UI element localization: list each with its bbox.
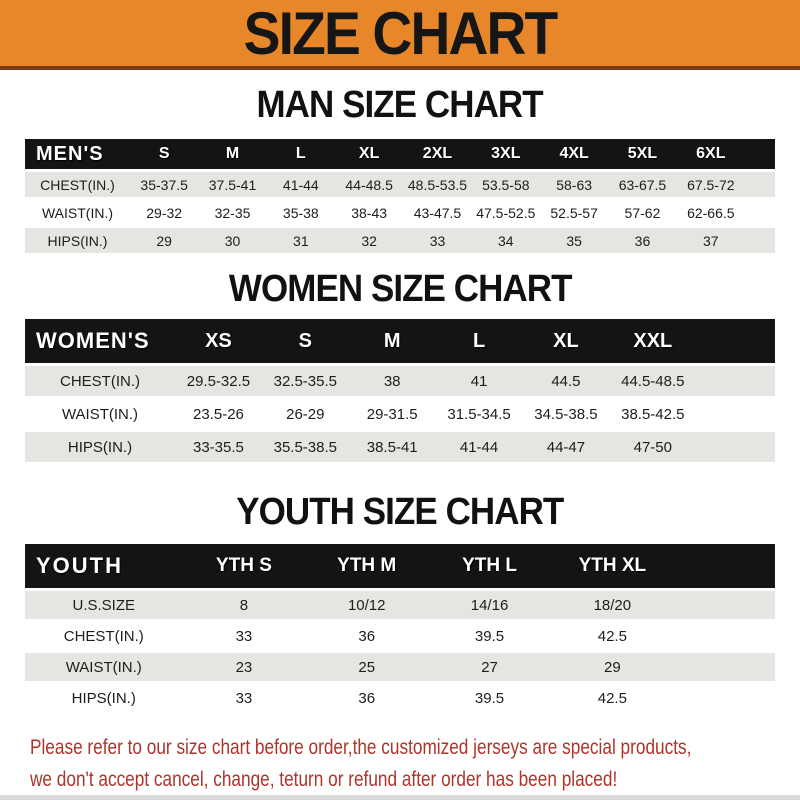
value-cell: 29 — [551, 653, 674, 681]
bottom-strip — [0, 795, 800, 800]
value-cell: 36 — [608, 228, 676, 253]
value-cell: 41 — [436, 366, 523, 396]
men-size-table — [25, 136, 775, 256]
table-title-cell: YOUTH — [25, 544, 183, 588]
measure-row — [25, 172, 775, 197]
size-header-cell: 6XL — [677, 139, 745, 169]
filler-cell — [674, 544, 775, 588]
value-cell: 62-66.5 — [677, 200, 745, 225]
value-cell: 33 — [183, 622, 306, 650]
filler-cell — [674, 684, 775, 712]
value-cell: 29 — [130, 228, 198, 253]
value-cell: 25 — [305, 653, 428, 681]
filler-cell — [745, 139, 775, 169]
size-header-cell: 5XL — [608, 139, 676, 169]
row-label-cell: WAIST(IN.) — [25, 653, 183, 681]
measure-row — [25, 653, 775, 681]
filler-cell — [696, 432, 775, 462]
footer-notice — [30, 732, 800, 796]
row-label-cell: HIPS(IN.) — [25, 228, 130, 253]
value-cell: 38.5-42.5 — [609, 399, 696, 429]
size-header-cell: S — [130, 139, 198, 169]
value-cell: 33-35.5 — [175, 432, 262, 462]
filler-cell — [674, 591, 775, 619]
size-header-cell: L — [436, 319, 523, 363]
value-cell: 27 — [428, 653, 551, 681]
value-cell: 29-31.5 — [349, 399, 436, 429]
size-header-cell: 4XL — [540, 139, 608, 169]
row-label-cell: WAIST(IN.) — [25, 399, 175, 429]
value-cell: 26-29 — [262, 399, 349, 429]
value-cell: 8 — [183, 591, 306, 619]
value-cell: 35-37.5 — [130, 172, 198, 197]
value-cell: 36 — [305, 684, 428, 712]
value-cell: 23.5-26 — [175, 399, 262, 429]
value-cell: 57-62 — [608, 200, 676, 225]
value-cell: 30 — [198, 228, 266, 253]
men-section-title — [0, 86, 800, 124]
size-header-cell: 2XL — [403, 139, 471, 169]
notice-line-1: Please refer to our size chart before order,the customized jerseys are special products, — [30, 736, 692, 759]
youth-size-table — [25, 541, 775, 715]
header-row — [25, 544, 775, 588]
row-label-cell: HIPS(IN.) — [25, 684, 183, 712]
women-section-title — [0, 270, 800, 308]
value-cell: 39.5 — [428, 684, 551, 712]
value-cell: 14/16 — [428, 591, 551, 619]
youth-section-title-text: YOUTH SIZE CHART — [236, 491, 564, 533]
measure-row — [25, 228, 775, 253]
size-header-cell: M — [349, 319, 436, 363]
value-cell: 34.5-38.5 — [523, 399, 610, 429]
value-cell: 63-67.5 — [608, 172, 676, 197]
value-cell: 39.5 — [428, 622, 551, 650]
measure-row — [25, 366, 775, 396]
row-label-cell: U.S.SIZE — [25, 591, 183, 619]
value-cell: 31 — [267, 228, 335, 253]
value-cell: 10/12 — [305, 591, 428, 619]
value-cell: 35-38 — [267, 200, 335, 225]
value-cell: 58-63 — [540, 172, 608, 197]
value-cell: 32 — [335, 228, 403, 253]
value-cell: 42.5 — [551, 684, 674, 712]
measure-row — [25, 432, 775, 462]
size-header-cell: YTH XL — [551, 544, 674, 588]
charts-area — [0, 86, 800, 715]
size-header-cell: YTH L — [428, 544, 551, 588]
row-label-cell: CHEST(IN.) — [25, 366, 175, 396]
header-row — [25, 319, 775, 363]
value-cell: 38-43 — [335, 200, 403, 225]
value-cell: 37.5-41 — [198, 172, 266, 197]
men-section-title-text: MAN SIZE CHART — [256, 84, 544, 126]
filler-cell — [674, 653, 775, 681]
value-cell: 35 — [540, 228, 608, 253]
value-cell: 44-48.5 — [335, 172, 403, 197]
value-cell: 41-44 — [436, 432, 523, 462]
value-cell: 44-47 — [523, 432, 610, 462]
filler-cell — [696, 319, 775, 363]
value-cell: 34 — [472, 228, 540, 253]
size-header-cell: 3XL — [472, 139, 540, 169]
value-cell: 23 — [183, 653, 306, 681]
size-header-cell: XL — [523, 319, 610, 363]
measure-row — [25, 684, 775, 712]
value-cell: 32.5-35.5 — [262, 366, 349, 396]
table-title-cell: WOMEN'S — [25, 319, 175, 363]
value-cell: 53.5-58 — [472, 172, 540, 197]
women-section-title-text: WOMEN SIZE CHART — [228, 268, 572, 310]
header-row — [25, 139, 775, 169]
row-label-cell: HIPS(IN.) — [25, 432, 175, 462]
size-header-cell: L — [267, 139, 335, 169]
value-cell: 47-50 — [609, 432, 696, 462]
row-label-cell: CHEST(IN.) — [25, 172, 130, 197]
value-cell: 29-32 — [130, 200, 198, 225]
size-header-cell: XL — [335, 139, 403, 169]
filler-cell — [745, 172, 775, 197]
value-cell: 33 — [183, 684, 306, 712]
banner — [0, 0, 800, 70]
value-cell: 33 — [403, 228, 471, 253]
filler-cell — [696, 399, 775, 429]
table-title-cell: MEN'S — [25, 139, 130, 169]
size-header-cell: XS — [175, 319, 262, 363]
page-title: SIZE CHART — [243, 0, 557, 67]
women-size-table — [25, 316, 775, 465]
value-cell: 38 — [349, 366, 436, 396]
value-cell: 37 — [677, 228, 745, 253]
value-cell: 31.5-34.5 — [436, 399, 523, 429]
filler-cell — [696, 366, 775, 396]
value-cell: 35.5-38.5 — [262, 432, 349, 462]
row-label-cell: WAIST(IN.) — [25, 200, 130, 225]
value-cell: 44.5-48.5 — [609, 366, 696, 396]
measure-row — [25, 591, 775, 619]
measure-row — [25, 622, 775, 650]
size-header-cell: XXL — [609, 319, 696, 363]
size-header-cell: YTH M — [305, 544, 428, 588]
row-label-cell: CHEST(IN.) — [25, 622, 183, 650]
value-cell: 29.5-32.5 — [175, 366, 262, 396]
measure-row — [25, 399, 775, 429]
value-cell: 48.5-53.5 — [403, 172, 471, 197]
value-cell: 32-35 — [198, 200, 266, 225]
value-cell: 38.5-41 — [349, 432, 436, 462]
value-cell: 18/20 — [551, 591, 674, 619]
men-section — [0, 86, 800, 256]
filler-cell — [745, 200, 775, 225]
value-cell: 67.5-72 — [677, 172, 745, 197]
value-cell: 47.5-52.5 — [472, 200, 540, 225]
size-header-cell: YTH S — [183, 544, 306, 588]
youth-section-title — [0, 493, 800, 531]
youth-section — [0, 493, 800, 715]
notice-line-2: we don't accept cancel, change, teturn or refund after order has been placed! — [30, 768, 618, 791]
women-section — [0, 270, 800, 465]
filler-cell — [674, 622, 775, 650]
value-cell: 36 — [305, 622, 428, 650]
size-header-cell: S — [262, 319, 349, 363]
value-cell: 42.5 — [551, 622, 674, 650]
value-cell: 43-47.5 — [403, 200, 471, 225]
filler-cell — [745, 228, 775, 253]
value-cell: 41-44 — [267, 172, 335, 197]
value-cell: 52.5-57 — [540, 200, 608, 225]
size-header-cell: M — [198, 139, 266, 169]
measure-row — [25, 200, 775, 225]
value-cell: 44.5 — [523, 366, 610, 396]
